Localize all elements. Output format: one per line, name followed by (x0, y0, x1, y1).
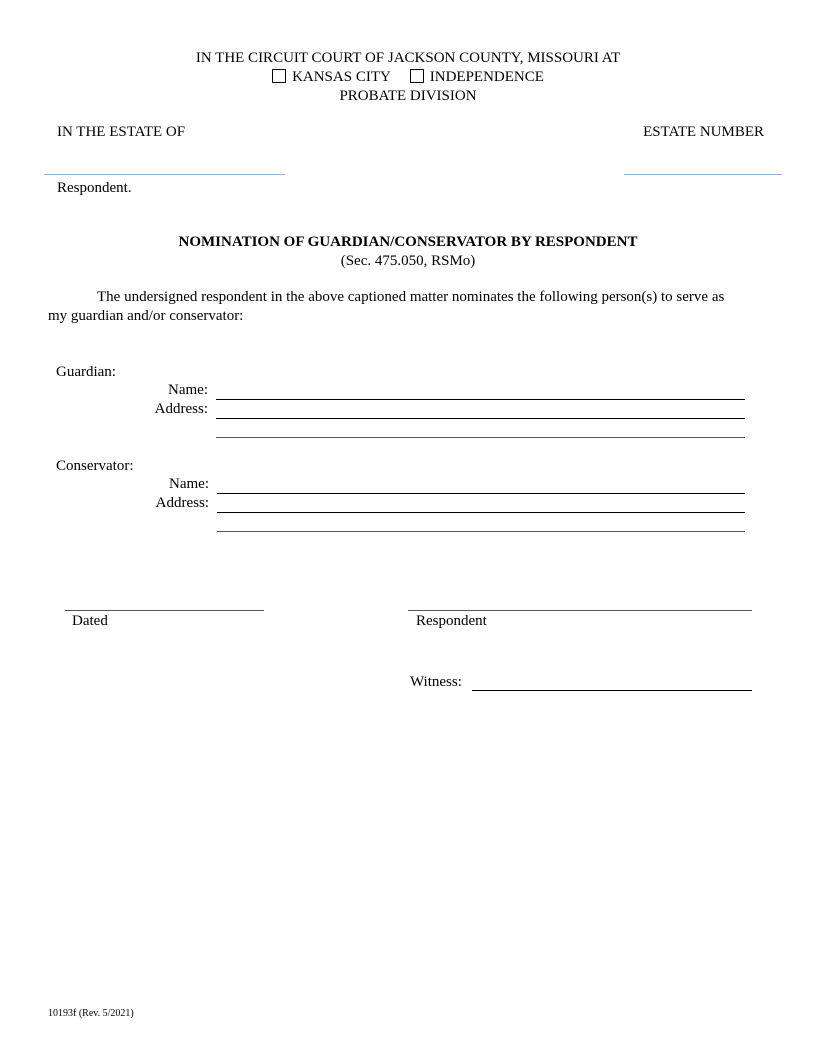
court-heading: IN THE CIRCUIT COURT OF JACKSON COUNTY, MISSOURI AT (195, 50, 621, 66)
estate-name-field[interactable] (44, 156, 285, 175)
witness-signature-field[interactable] (472, 672, 752, 691)
respondent-signature-field[interactable] (408, 592, 752, 611)
conservator-address-label: Address: (155, 495, 209, 511)
dated-field[interactable] (65, 592, 264, 611)
conservator-address-line2-field[interactable] (217, 513, 745, 532)
guardian-heading: Guardian: (56, 364, 116, 380)
estate-number-field[interactable] (624, 156, 782, 175)
kansas-city-checkbox[interactable] (272, 69, 286, 83)
nomination-paragraph-line1: The undersigned respondent in the above captioned matter nominates the following person(s) to serve as (97, 289, 725, 305)
document-title: NOMINATION OF GUARDIAN/CONSERVATOR BY RESPONDENT (178, 234, 638, 250)
dated-label: Dated (72, 613, 108, 629)
division-heading: PROBATE DIVISION (339, 88, 477, 104)
kansas-city-label: KANSAS CITY (292, 69, 391, 85)
estate-number-label: ESTATE NUMBER (643, 124, 764, 140)
conservator-address-field[interactable] (217, 494, 745, 513)
estate-of-label: IN THE ESTATE OF (57, 124, 186, 140)
conservator-heading: Conservator: (56, 458, 134, 474)
court-location-options (0, 69, 816, 86)
statute-reference: (Sec. 475.050, RSMo) (340, 253, 476, 269)
guardian-name-label: Name: (168, 382, 208, 398)
witness-label: Witness: (410, 674, 462, 690)
respondent-signature-label: Respondent (416, 613, 487, 629)
guardian-address-field[interactable] (216, 400, 745, 419)
respondent-caption-label: Respondent. (57, 180, 132, 196)
independence-checkbox[interactable] (410, 69, 424, 83)
guardian-name-field[interactable] (216, 381, 745, 400)
nomination-paragraph-line2: my guardian and/or conservator: (48, 308, 244, 324)
conservator-name-label: Name: (169, 476, 209, 492)
guardian-address-label: Address: (154, 401, 208, 417)
guardian-address-line2-field[interactable] (216, 419, 745, 438)
conservator-name-field[interactable] (217, 475, 745, 494)
independence-label: INDEPENDENCE (429, 69, 544, 85)
form-number: 10193f (Rev. 5/2021) (48, 1008, 134, 1019)
